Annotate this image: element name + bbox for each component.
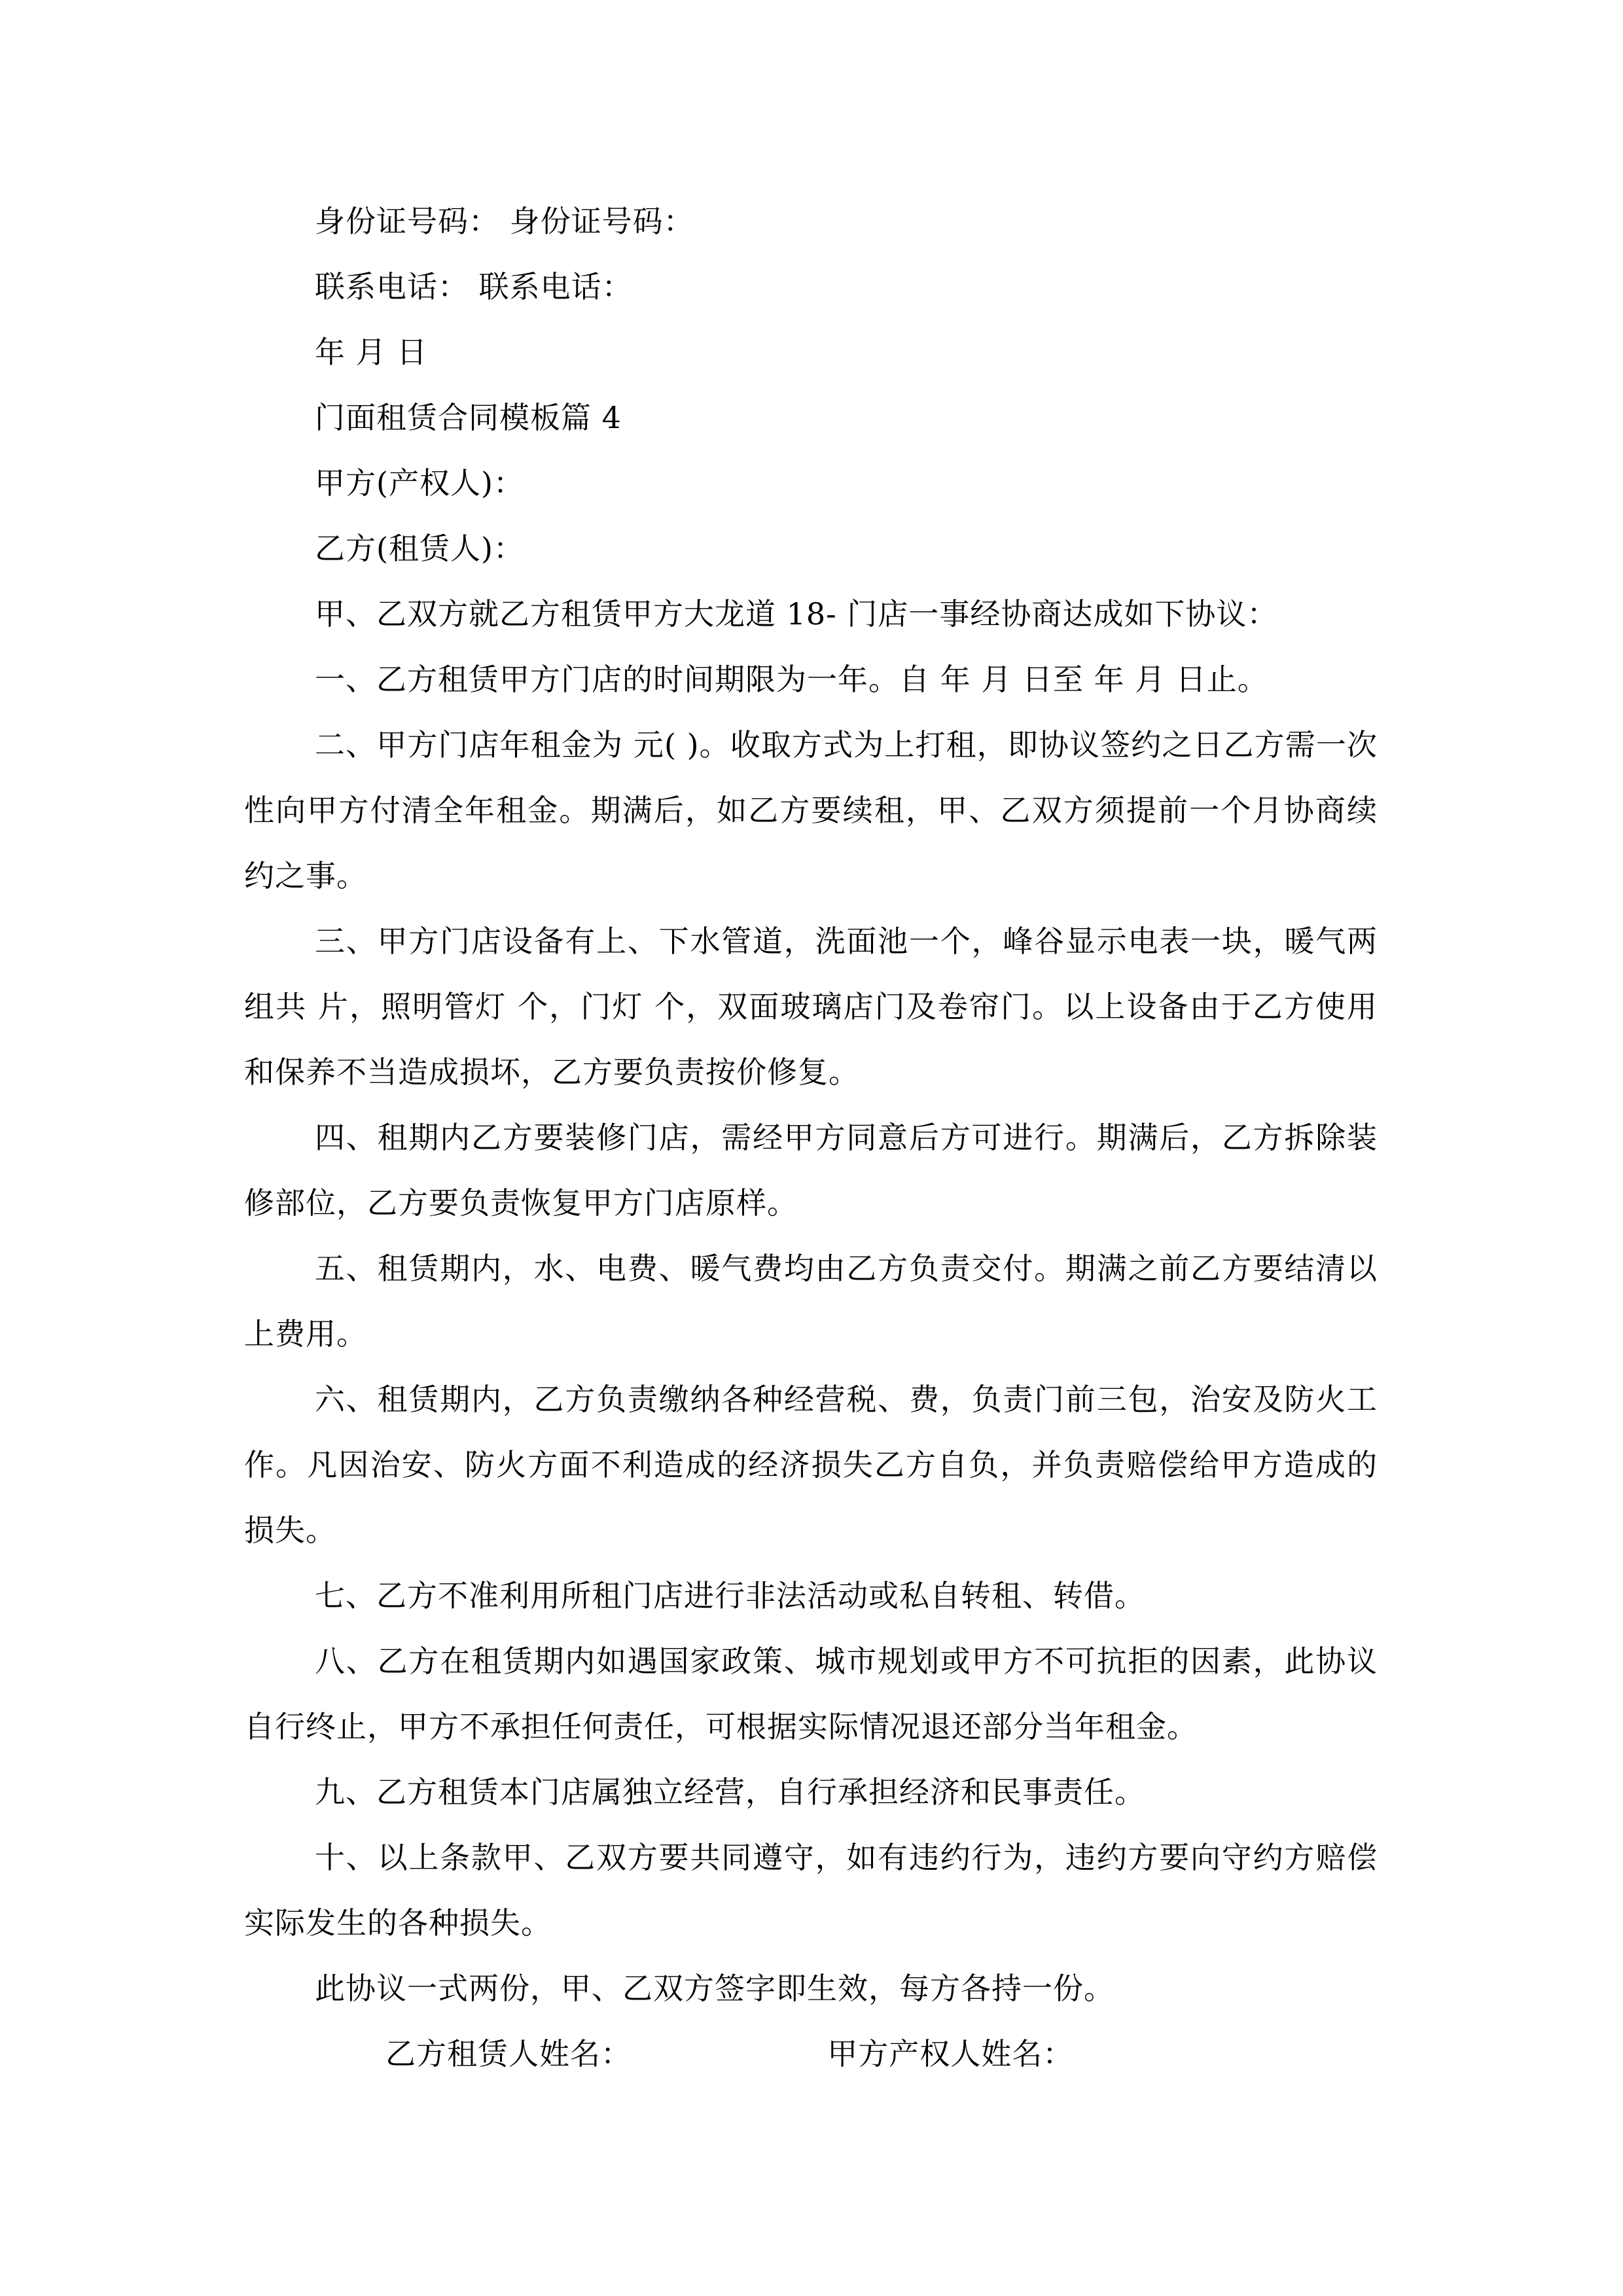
clause-8: 八、乙方在租赁期内如遇国家政策、城市规划或甲方不可抗拒的因素，此协议自行终止，甲方不承担任何责任，可根据实际情况退还部分当年租金。 bbox=[244, 1643, 1378, 1744]
clause-7: 七、乙方不准利用所租门店进行非法活动或私自转租、转借。 bbox=[315, 1578, 1145, 1613]
clause-4: 四、租期内乙方要装修门店，需经甲方同意后方可进行。期满后，乙方拆除装修部位，乙方要负责恢复甲方门店原样。 bbox=[244, 1120, 1378, 1221]
intro-paragraph: 甲、乙双方就乙方租赁甲方大龙道 18- 门店一事经协商达成如下协议： bbox=[315, 596, 1278, 632]
date-line: 年 月 日 bbox=[315, 334, 428, 370]
id-number-line: 身份证号码： 身份证号码： bbox=[315, 204, 694, 239]
clause-1: 一、乙方租赁甲方门店的时间期限为一年。自 年 月 日至 年 月 日止。 bbox=[315, 662, 1268, 697]
signature-a-label: 甲方产权人姓名： bbox=[827, 2036, 1074, 2072]
clause-2: 二、甲方门店年租金为 元( )。收取方式为上打租，即协议签约之日乙方需一次性向甲方付清全年租金。期满后，如乙方要续租，甲、乙双方须提前一个月协商续约之事。 bbox=[244, 727, 1378, 893]
document-body bbox=[244, 188, 1378, 2087]
party-a-line: 甲方(产权人)： bbox=[315, 465, 524, 501]
clause-5: 五、租赁期内，水、电费、暖气费均由乙方负责交付。期满之前乙方要结清以上费用。 bbox=[244, 1251, 1378, 1352]
signature-line bbox=[244, 2021, 1378, 2087]
clause-6: 六、租赁期内，乙方负责缴纳各种经营税、费，负责门前三包，治安及防火工作。凡因治安、防火方面不利造成的经济损失乙方自负，并负责赔偿给甲方造成的损失。 bbox=[244, 1382, 1378, 1548]
signature-b-label: 乙方租赁人姓名： bbox=[385, 2036, 632, 2072]
template-title: 门面租赁合同模板篇 4 bbox=[315, 400, 622, 435]
phone-line: 联系电话： 联系电话： bbox=[315, 269, 633, 304]
clause-9: 九、乙方租赁本门店属独立经营，自行承担经济和民事责任。 bbox=[315, 1774, 1145, 1810]
clause-10: 十、以上条款甲、乙双方要共同遵守，如有违约行为，违约方要向守约方赔偿实际发生的各种损失。 bbox=[244, 1840, 1378, 1941]
closing-paragraph: 此协议一式两份，甲、乙双方签字即生效，每方各持一份。 bbox=[315, 1971, 1115, 2006]
party-b-line: 乙方(租赁人)： bbox=[315, 531, 524, 566]
clause-3: 三、甲方门店设备有上、下水管道，洗面池一个，峰谷显示电表一块，暖气两组共 片，照明管灯 个，门灯 个，双面玻璃店门及卷帘门。以上设备由于乙方使用和保养不当造成损坏，乙方要负责按价修复。 bbox=[244, 924, 1378, 1090]
